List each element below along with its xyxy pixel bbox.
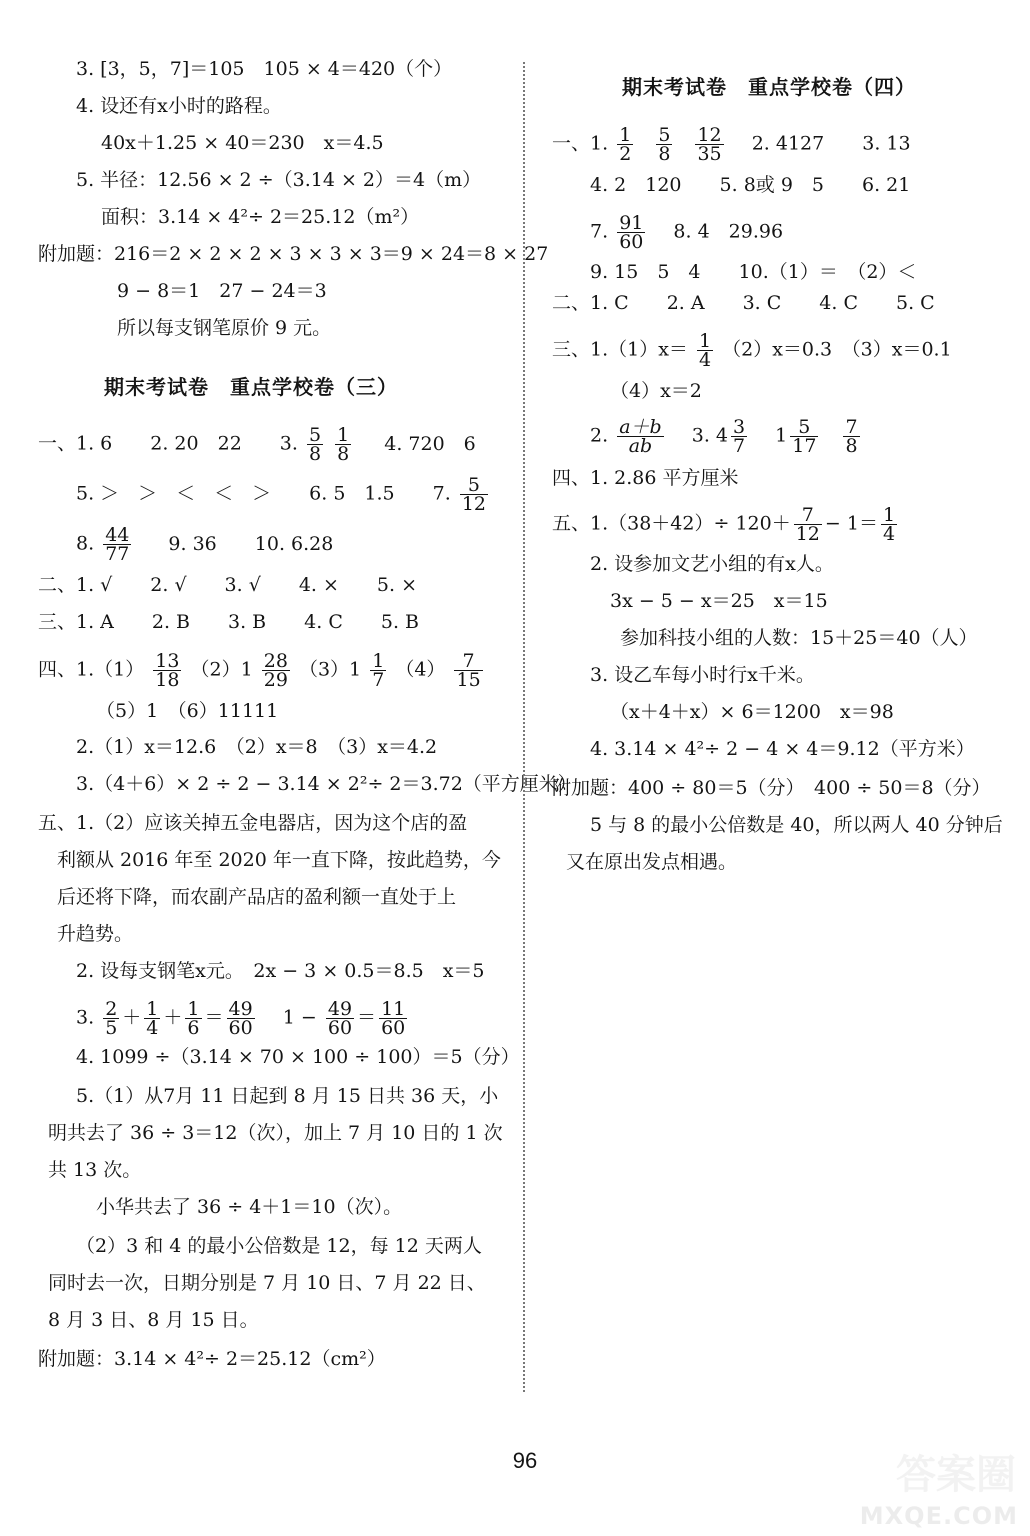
r-part-1-line-2: 4. 2 120 5. 8或 9 5 6. 21 (590, 174, 911, 196)
part-4-item-2: （2）1 (190, 658, 253, 681)
r-extra-question-line-1: 附加题：400 ÷ 80＝5（分） 400 ÷ 50＝8（分） (552, 777, 991, 799)
part-5-paragraph-line-4: 升趋势。 (57, 923, 134, 945)
fraction: $\frac{1}{2}$ (619, 124, 632, 165)
section-title-exam-4: 期末考试卷 重点学校卷（四） (622, 75, 916, 99)
part-4-item-4: （4） (395, 658, 446, 681)
watermark-logo (859, 1452, 1026, 1534)
r-part-1-line-1 (552, 124, 911, 165)
part-3-line: 三、1. A 2. B 3. B 4. C 5. B (38, 611, 419, 633)
answer-4-line: 4. 设还有x小时的路程。 (76, 95, 282, 117)
fraction: $\frac{44}{77}$ (105, 524, 130, 565)
r-item-2-label: 2. (590, 424, 609, 447)
watermark-text: MXQE.COM (859, 1502, 1018, 1530)
fraction: $\frac{13}{18}$ (155, 650, 180, 691)
fraction: $\frac{11}{60}$ (381, 998, 406, 1039)
part-5-answer-3 (76, 998, 410, 1039)
r-part-5-line-5: 3. 设乙车每小时行x千米。 (590, 664, 815, 686)
r-item-3-label: 3. 4 (672, 424, 728, 447)
extra-question-exam-3: 附加题：3.14 × 4²÷ 2＝25.12（cm²） (38, 1348, 386, 1370)
r-part-1-label: 一、1. (552, 132, 609, 155)
part-2-line: 二、1. √ 2. √ 3. √ 4. × 5. × (38, 574, 417, 596)
part-5-answer-5-line-7: 8 月 3 日、8 月 15 日。 (48, 1309, 259, 1331)
part-4-line-4: 3.（4＋6）× 2 ÷ 2 − 3.14 × 2²÷ 2＝3.72（平方厘米） (76, 773, 577, 795)
r-part-3-label: 三、1.（1）x＝ (552, 338, 688, 361)
fraction: $\frac{7}{15}$ (456, 650, 481, 691)
part-4-label: 四、1.（1） (38, 658, 145, 681)
answer-5-radius: 5. 半径：12.56 × 2 ÷（3.14 × 2）＝4（m） (76, 169, 482, 191)
r-extra-question-line-2: 5 与 8 的最小公倍数是 40，所以两人 40 分钟后 (590, 814, 1003, 836)
fraction: $\frac{28}{29}$ (263, 650, 288, 691)
r-part-2-line: 二、1. C 2. A 3. C 4. C 5. C (552, 292, 935, 314)
part-1-line-1-tail: 4. 720 6 (384, 432, 476, 455)
r-part-1-line-4: 9. 15 5 4 10.（1）＝ （2）＜ (590, 261, 917, 283)
part-1-line-2 (76, 474, 491, 515)
part-4-item-3: （3）1 (298, 658, 362, 681)
answer-4-equation: 40x＋1.25 × 40＝230 x＝4.5 (101, 132, 384, 154)
part-1-line-3-tail: 9. 36 10. 6.28 (168, 532, 334, 555)
part-5-answer-5-line-1: 5.（1）从7月 11 日起到 8 月 15 日共 36 天，小 (76, 1085, 499, 1107)
watermark-glyphs: 答案圈 (896, 1452, 1016, 1498)
r-part-1-line-3 (590, 212, 784, 253)
fraction: $\frac{1}{4}$ (882, 504, 896, 545)
plus-sign: ＋ (122, 1006, 142, 1029)
fraction: $\frac{7}{12}$ (795, 504, 820, 545)
fraction: $\frac{91}{60}$ (619, 212, 644, 253)
part-5-answer-5-line-4: 小华共去了 36 ÷ 4＋1＝10（次）。 (96, 1196, 403, 1218)
part-5-paragraph-line-1: 五、1.（2）应该关掉五金电器店，因为这个店的盈 (38, 812, 468, 834)
fraction: $\frac{12}{35}$ (697, 124, 722, 165)
r-part-3-line-2: （4）x＝2 (610, 380, 702, 402)
r-part-5-minus: − 1＝ (824, 512, 878, 535)
r-part-5-line-3: 3x − 5 − x＝25 x＝15 (610, 590, 828, 612)
part-5-answer-4: 4. 1099 ÷（3.14 × 70 × 100 ÷ 100）＝5（分） (76, 1046, 520, 1068)
part-1-line-3 (76, 524, 334, 565)
part-1-line-2-text: 5. ＞ ＞ ＜ ＜ ＞ 6. 5 1.5 7. (76, 482, 451, 505)
fraction: $\frac{1}{4}$ (698, 330, 712, 371)
extra-question-line-2: 9 − 8＝1 27 − 24＝3 (117, 280, 327, 302)
column-divider (523, 62, 525, 1392)
plus-sign: ＋ (163, 1006, 183, 1029)
part-5-paragraph-line-3: 后还将下降，而农副产品店的盈利额一直处于上 (57, 886, 457, 908)
part-1-line-1 (38, 424, 476, 465)
part-5-answer-5-line-5: （2）3 和 4 的最小公倍数是 12，每 12 天两人 (76, 1235, 482, 1257)
r-mixed-number: 1 (756, 424, 788, 447)
answer-5-area: 面积：3.14 × 4²÷ 2＝25.12（m²） (101, 206, 420, 228)
r-extra-question-line-3: 又在原出发点相遇。 (566, 851, 738, 873)
fraction: $\frac{49}{60}$ (228, 998, 253, 1039)
fraction: $\frac{3}{7}$ (733, 416, 746, 457)
part-5-answer-5-line-6: 同时去一次，日期分别是 7 月 10 日、7 月 22 日、 (48, 1272, 486, 1294)
r-part-5-expression: 五、1.（38＋42）÷ 120＋ (552, 512, 791, 535)
part-1-line-1-text: 一、1. 6 2. 20 22 3. (38, 432, 298, 455)
extra-question-line-3: 所以每支钢笔原价 9 元。 (117, 317, 332, 339)
part-4-line-3: 2.（1）x＝12.6 （2）x＝8 （3）x＝4.2 (76, 736, 438, 758)
part-4-line-1 (38, 650, 486, 691)
equals-sign: ＝ (204, 1006, 224, 1029)
fraction: $\frac{7}{8}$ (845, 416, 858, 457)
answer-3-label: 3. (76, 1006, 95, 1029)
r-part-5-line-4: 参加科技小组的人数：15＋25＝40（人） (620, 627, 978, 649)
part-5-answer-5-line-2: 明共去了 36 ÷ 3＝12（次），加上 7 月 10 日的 1 次 (48, 1122, 503, 1144)
fraction: $\frac{49}{60}$ (327, 998, 353, 1039)
equals-sign: ＝ (357, 1006, 377, 1029)
fraction: $\frac{1}{7}$ (372, 650, 385, 691)
r-part-4-line: 四、1. 2.86 平方厘米 (552, 467, 739, 489)
fraction: $\frac{5}{8}$ (308, 424, 322, 465)
extra-question-line-1: 附加题：216＝2 × 2 × 2 × 3 × 3 × 3＝9 × 24＝8 × 27 (38, 243, 549, 265)
fraction: $\frac{2}{5}$ (105, 998, 118, 1039)
r-part-3-line-3 (590, 416, 863, 457)
part-5-answer-5-line-3: 共 13 次。 (48, 1159, 142, 1181)
r-item-7-label: 7. (590, 220, 609, 243)
fraction: $\frac{1}{6}$ (187, 998, 200, 1039)
r-part-5-line-2: 2. 设参加文艺小组的有x人。 (590, 553, 834, 575)
part-5-paragraph-line-2: 利额从 2016 年至 2020 年一直下降，按此趋势，今 (57, 849, 501, 871)
r-part-1-line-1-tail: 2. 4127 3. 13 (732, 132, 911, 155)
r-part-1-line-3-tail: 8. 4 29.96 (654, 220, 784, 243)
fraction: $\frac{5}{12}$ (461, 474, 487, 515)
r-part-5-line-7: 4. 3.14 × 4²÷ 2 − 4 × 4＝9.12（平方米） (590, 738, 975, 760)
r-part-5-line-1 (552, 504, 900, 545)
minus-expression: 1 − (263, 1006, 317, 1029)
fraction: $\frac{5}{8}$ (658, 124, 671, 165)
section-title-exam-3: 期末考试卷 重点学校卷（三） (104, 375, 398, 399)
r-part-3-line-1 (552, 330, 952, 371)
r-part-5-line-6: （x＋4＋x）× 6＝1200 x＝98 (610, 701, 894, 723)
fraction: $\frac{1}{4}$ (146, 998, 159, 1039)
fraction: $\frac{5}{17}$ (792, 416, 817, 457)
part-5-answer-2: 2. 设每支钢笔x元。 2x − 3 × 0.5＝8.5 x＝5 (76, 960, 485, 982)
fraction: $\frac{a+b}{ab}$ (619, 416, 662, 457)
part-4-line-2: （5）1 （6）11111 (96, 700, 279, 722)
part-1-line-3-text: 8. (76, 532, 95, 555)
page-number: 96 (512, 1448, 538, 1473)
r-part-3-line-1-tail: （2）x＝0.3 （3）x＝0.1 (722, 338, 952, 361)
answer-3-line: 3. [3，5，7]＝105 105 × 4＝420（个） (76, 58, 453, 80)
fraction: $\frac{1}{8}$ (337, 424, 350, 465)
